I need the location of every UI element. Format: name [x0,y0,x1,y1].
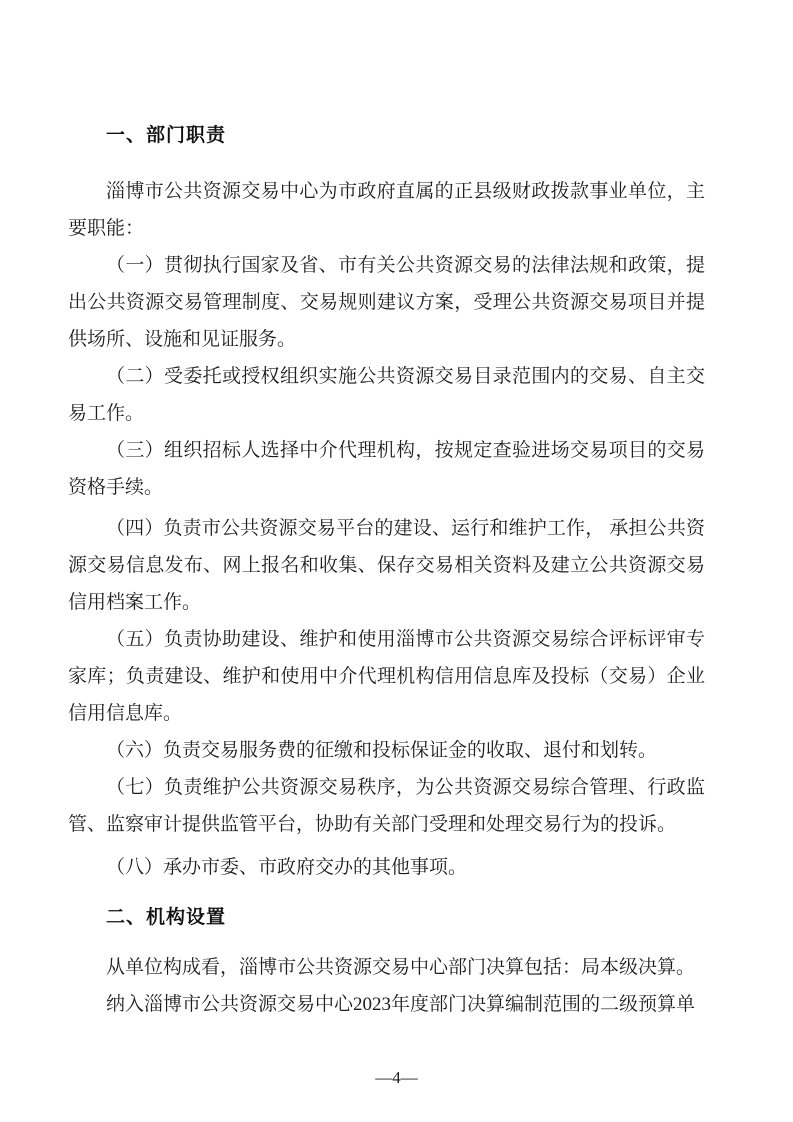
document-content [68,117,705,1023]
paragraph-duty-8: （八）承办市委、市政府交办的其他事项。 [106,857,468,878]
section-heading-duties: 一、部门职责 [106,125,227,146]
section-heading-organization: 二、机构设置 [106,907,227,928]
paragraph-intro: 淄博市公共资源交易中心为市政府直属的正县级财政拨款事业单位，主要职能： [68,181,705,239]
paragraph-duty-7: （七）负责维护公共资源交易秩序，为公共资源交易综合管理、行政监管、监察审计提供监管平台，协助有关部门受理和处理交易行为的投诉。 [68,777,705,835]
paragraph-duty-2: （二）受委托或授权组织实施公共资源交易目录范围内的交易、自主交易工作。 [68,366,705,424]
paragraph-duty-6: （六）负责交易服务费的征缴和投标保证金的收取、退付和划转。 [106,740,658,761]
paragraph-duty-1: （一）贯彻执行国家及省、市有关公共资源交易的法律法规和政策，提出公共资源交易管理制度、交易规则建议方案，受理公共资源交易项目并提供场所、设施和见证服务。 [68,255,705,350]
paragraph-duty-5: （五）负责协助建设、维护和使用淄博市公共资源交易综合评标评审专家库；负责建设、维护和使用中介代理机构信用信息库及投标（交易）企业信用信息库。 [68,629,705,724]
paragraph-duty-4: （四）负责市公共资源交易平台的建设、运行和维护工作， 承担公共资源交易信息发布、网上报名和收集、保存交易相关资料及建立公共资源交易信用档案工作。 [68,518,705,613]
paragraph-org-budget-scope: 纳入淄博市公共资源交易中心2023年度部门决算编制范围的二级预算单 [106,994,696,1015]
paragraph-org-composition: 从单位构成看，淄博市公共资源交易中心部门决算包括：局本级决算。 [106,957,696,978]
page-number: —4— [375,1068,418,1087]
paragraph-duty-3: （三）组织招标人选择中介代理机构，按规定查验进场交易项目的交易资格手续。 [68,440,705,498]
